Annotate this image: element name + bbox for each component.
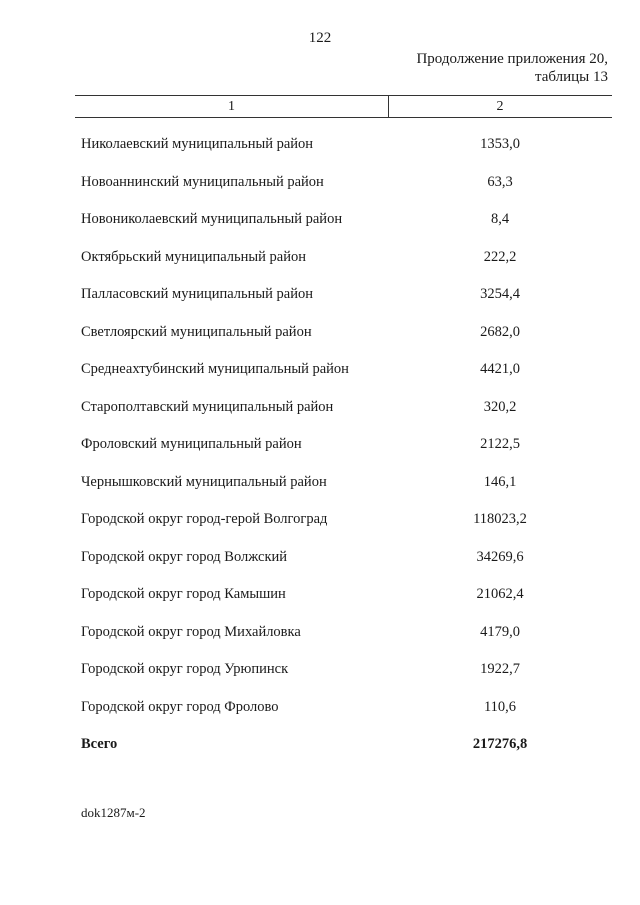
row-name: Чернышковский муниципальный район <box>81 473 327 490</box>
row-name: Палласовский муниципальный район <box>81 286 313 302</box>
row-value: 4179,0 <box>480 623 520 640</box>
table-top-rule <box>75 95 612 96</box>
row-name: Светлоярский муниципальный район <box>81 323 312 340</box>
row-value: 8,4 <box>490 211 510 227</box>
table-row <box>0 249 640 269</box>
row-name: Николаевский муниципальный район <box>81 136 314 152</box>
row-value: 1922,7 <box>480 661 520 677</box>
row-value: 21062,4 <box>476 586 524 602</box>
row-value: 3254,4 <box>480 286 520 302</box>
row-value: 118023,2 <box>473 511 527 527</box>
table-row <box>0 399 640 419</box>
row-name: Городской округ город Фролово <box>81 698 279 715</box>
table-row <box>0 624 640 644</box>
row-name: Новоаннинский муниципальный район <box>81 173 324 190</box>
table-row <box>0 586 640 606</box>
row-value: 34269,6 <box>476 548 524 565</box>
row-value: 110,6 <box>483 698 517 715</box>
table-row <box>0 136 640 156</box>
table-row <box>0 699 640 719</box>
table-row <box>0 549 640 569</box>
table-row <box>0 361 640 381</box>
row-name: Городской округ город Волжский <box>81 548 288 565</box>
column-number-2: 2 <box>496 99 504 114</box>
row-name: Среднеахтубинский муниципальный район <box>81 361 349 377</box>
table-row <box>0 474 640 494</box>
row-name: Старополтавский муниципальный район <box>81 398 334 415</box>
document-code: dok1287м-2 <box>81 805 146 820</box>
table-row <box>0 661 640 681</box>
column-number-1: 1 <box>228 99 235 114</box>
table-row <box>0 511 640 531</box>
page-number: 122 <box>308 30 332 46</box>
row-value: 2122,5 <box>480 436 520 452</box>
table-row <box>0 436 640 456</box>
table-header-bottom-rule <box>75 117 612 118</box>
row-name: Городской округ город-герой Волгоград <box>81 511 328 527</box>
row-value: 146,1 <box>483 473 517 490</box>
continuation-line-2: таблицы 13 <box>534 69 608 85</box>
total-label: Всего <box>81 736 118 752</box>
continuation-note <box>416 50 608 86</box>
table-total-row <box>0 736 640 756</box>
row-name: Новониколаевский муниципальный район <box>81 211 343 227</box>
table-row <box>0 211 640 231</box>
table-row <box>0 286 640 306</box>
row-value: 2682,0 <box>480 323 520 340</box>
table-row <box>0 324 640 344</box>
row-value: 4421,0 <box>480 361 520 377</box>
row-value: 1353,0 <box>480 136 520 152</box>
row-value: 320,2 <box>483 398 517 415</box>
row-value: 222,2 <box>483 248 517 265</box>
row-name: Городской округ город Камышин <box>81 586 286 602</box>
row-name: Городской округ город Урюпинск <box>81 661 289 677</box>
row-name: Фроловский муниципальный район <box>81 436 302 452</box>
row-value: 63,3 <box>487 173 513 190</box>
continuation-line-1: Продолжение приложения 20, <box>416 51 608 67</box>
row-name: Городской округ город Михайловка <box>81 623 301 640</box>
row-name: Октябрьский муниципальный район <box>81 248 306 265</box>
table-row <box>0 174 640 194</box>
total-value: 217276,8 <box>472 736 528 752</box>
